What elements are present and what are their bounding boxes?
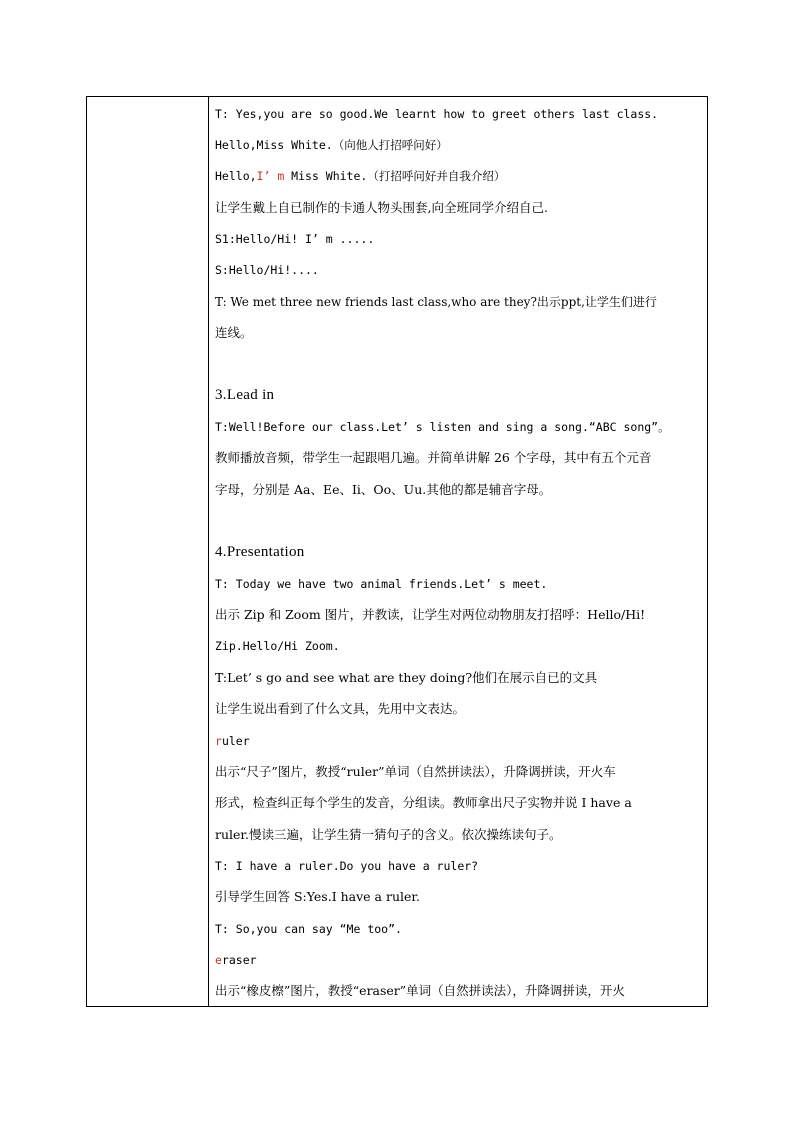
highlighted-word: I’ m <box>256 169 285 183</box>
text-line: T: I have a ruler.Do you have a ruler? <box>215 859 479 873</box>
section-heading-presentation: 4.Presentation <box>215 544 305 560</box>
text-line: T:Well!Before our class.Let’ s listen and sing a song.“ABC song”。 <box>215 420 670 434</box>
text-line: 出示“橡皮檫”图片，教授“eraser”单词（自然拼读法），升降调拼读，开火 <box>215 983 625 998</box>
text-line: S1:Hello/Hi! I’ m ..... <box>215 232 375 246</box>
text-line: 让学生戴上自已制作的卡通人物头围套,向全班同学介绍自己. <box>215 200 548 215</box>
text-line: 引导学生回答 S:Yes.I have a ruler. <box>215 889 420 904</box>
lesson-plan-table <box>86 96 708 1007</box>
text-line: 出示 Zip 和 Zoom 图片，并教读，让学生对两位动物朋友打招呼：Hello/Hi! <box>215 607 646 622</box>
text-line: 教师播放音频，带学生一起跟唱几遍。并简单讲解 26 个字母，其中有五个元音 <box>215 450 652 465</box>
text-line: T: Today we have two animal friends.Let’ s meet. <box>215 577 548 591</box>
content-cell <box>209 97 707 1006</box>
vocabulary-word-ruler: ruler <box>215 734 250 748</box>
text-line: T: We met three new friends last class,who are they?出示ppt,让学生们进行 <box>215 295 657 309</box>
text-line: T:Let’ s go and see what are they doing?他们在展示自已的文具 <box>215 670 598 685</box>
text-line: 出示“尺子”图片，教授“ruler”单词（自然拼读法），升降调拼读，开火车 <box>215 764 616 779</box>
text-line: 让学生说出看到了什么文具，先用中文表达。 <box>215 701 466 716</box>
text-line: T: Yes,you are so good.We learnt how to greet others last class. <box>215 107 659 121</box>
text-line: ruler.慢读三遍，让学生猜一猜句子的含义。依次操练读句子。 <box>215 827 562 842</box>
text-line: Hello,I’ m Miss White.（打招呼问好并自我介绍） <box>215 169 506 183</box>
section-heading-lead-in: 3.Lead in <box>215 387 275 403</box>
text-line: 形式，检查纠正每个学生的发音，分组读。教师拿出尺子实物并说 I have a <box>215 795 632 810</box>
left-column-cell <box>87 97 209 1006</box>
text-line: 连线。 <box>215 325 253 340</box>
text-line: T: So,you can say “Me too”. <box>215 922 402 936</box>
text-line: Zip.Hello/Hi Zoom. <box>215 639 340 653</box>
text-line: S:Hello/Hi!.... <box>215 263 319 277</box>
vocabulary-word-eraser: eraser <box>215 953 257 967</box>
text-line: 字母，分别是 Aa、Ee、Ii、Oo、Uu.其他的都是辅音字母。 <box>215 482 552 497</box>
text-line: Hello,Miss White.（向他人打招呼问好） <box>215 138 448 152</box>
